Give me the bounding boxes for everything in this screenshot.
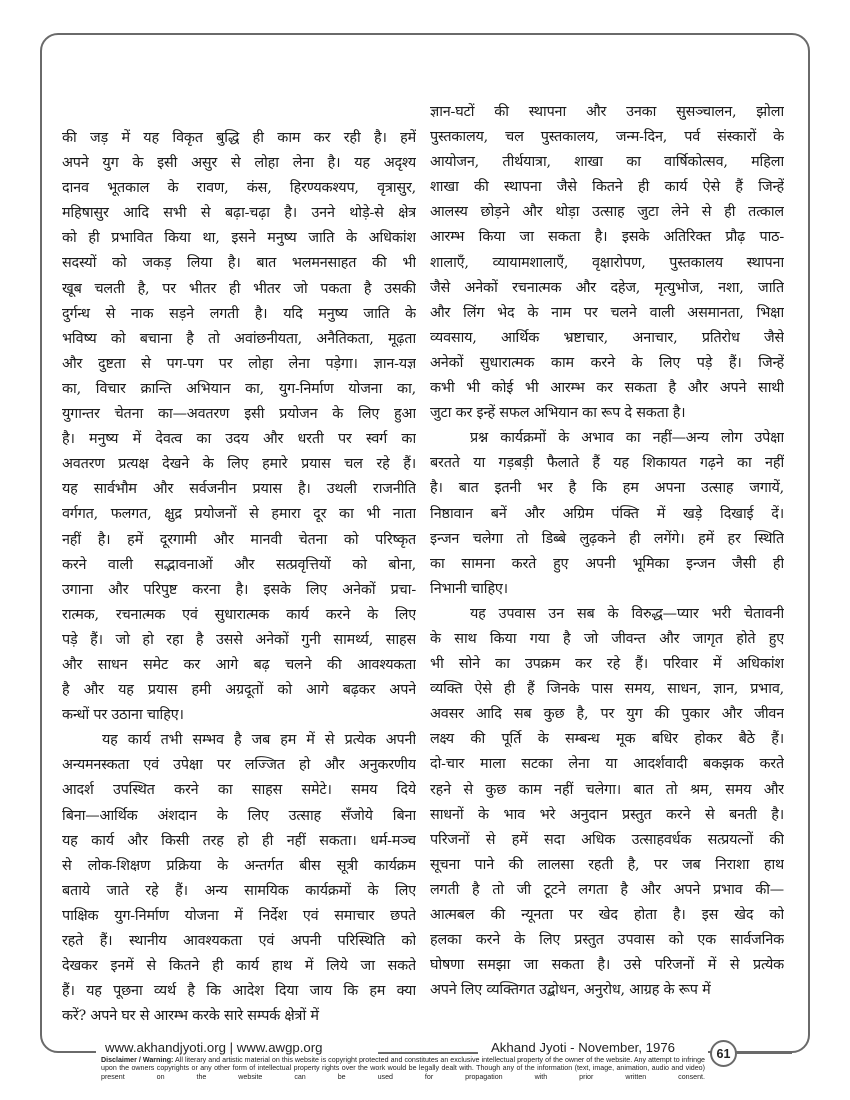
text-line: ज्ञान-घटों की स्थापना और उनका सुसञ्चालन, झोला — [430, 104, 784, 120]
text-line: है। मनुष्य में देवत्व का उदय और धरती पर स्वर्ग का — [62, 431, 416, 448]
text-line: निभानी चाहिए। — [430, 580, 508, 597]
footer-magazine-issue: Akhand Jyoti - November, 1976 — [487, 1040, 679, 1055]
text-line: अन्यमनस्कता एवं उपेक्षा पर लज्जित हो और अनुकरणीय — [62, 757, 416, 774]
text-line: दो-चार माला सटका लेना या आदर्शवादी बकझक करते — [430, 756, 784, 773]
text-line: आरम्भ किया जा सकता है। इसके अतिरिक्त प्रौढ़ पाठ- — [430, 229, 784, 246]
footer-rule-middle — [378, 1052, 478, 1054]
right-column — [430, 100, 784, 1026]
text-line: देखकर इनमें से कितने ही कार्य हाथ में लिये जा सकते — [62, 958, 416, 975]
text-line: प्रश्न कार्यक्रमों के अभाव का नहीं—अन्य लोग उपेक्षा — [470, 430, 784, 447]
text-line: बिना—आर्थिक अंशदान के लिए उत्साह सँजोये बिना — [62, 807, 416, 824]
disclaimer-text: All literary and artistic material on this website is copyright protected and constitutes an exclusive intellectual property of the owner of the website. Any attempt to infringe upon the owners copyrights or any other form of intellectual property rights over the work would be legally dealt with. Though any of the information (text, image, animation, audio and video) present on the website can be used for propagation with prior written consent. — [101, 1056, 705, 1081]
page-number-badge — [710, 1040, 737, 1067]
text-line: जुटा कर इन्हें सफल अभियान का रूप दे सकता है। — [430, 405, 686, 422]
text-line: दुर्गन्ध से नाक सड़ने लगती है। यदि मनुष्य जाति के — [62, 305, 416, 322]
footer-websites[interactable]: www.akhandjyoti.org | www.awgp.org — [101, 1040, 326, 1055]
text-line: सूचना पाने की लालसा रहती है, पर जब निराशा हाथ — [430, 856, 784, 873]
text-line: का सामना करते हुए अपनी भूमिका इन्जन जैसी ही — [430, 555, 784, 572]
left-column — [62, 126, 416, 1026]
text-line: करने वाली सद्भावनाओं और सत्प्रवृत्तियों को बोना, — [62, 556, 416, 573]
text-line: अपने युग के इसी असुर से लोहा लेना है। यह अदृश्य — [62, 155, 416, 172]
article-body — [62, 104, 784, 1026]
page-number: 61 — [716, 1046, 731, 1061]
text-line: पड़े हैं। जो हो रहा है उससे अनेकों गुनी सामर्थ्य, साहस — [62, 631, 416, 648]
text-line: लक्ष्य की पूर्ति के सम्बन्ध मूक बधिर होकर बैठे हैं। — [430, 731, 784, 748]
text-line: अवतरण प्रत्यक्ष देखने के लिए हमारे प्रयास चल रहे हैं। — [62, 456, 416, 473]
text-line: शालाएँ, व्यायामशालाएँ, वृक्षारोपण, पुस्तकालय स्थापना — [430, 254, 784, 271]
text-line: रहने से कुछ काम नहीं चलेगा। बात तो श्रम, समय और — [430, 781, 784, 798]
text-line: के साथ किया गया है जो जीवन्त और जागृत होते हुए — [430, 630, 784, 647]
text-line: सदस्यों को जकड़ लिया है। बात भलमनसाहत की भी — [62, 255, 416, 272]
text-line: है और यह प्रयास हमी अग्रदूतों को आगे बढ़कर अपने — [62, 682, 416, 699]
text-line: युगान्तर चेतना का—अवतरण इसी प्रयोजन के लिए हुआ — [62, 406, 416, 423]
text-line: भी सोने का उपक्रम कर रहे हैं। परिवार में अधिकांश — [430, 656, 784, 673]
text-line: भविष्य को बचाना है तो अवांछनीयता, अनैतिकता, मूढ़ता — [62, 330, 416, 347]
text-line: यह सार्वभौम और सर्वजनीन प्रयास है। उथली राजनीति — [62, 481, 416, 498]
text-line: अपने लिए व्यक्तिगत उद्बोधन, अनुरोध, आग्रह के रूप में — [430, 982, 711, 999]
text-line: अवसर आदि सब कुछ है, पर युग की पुकार और जीवन — [430, 706, 784, 723]
text-line: और दुष्टता से पग-पग पर लोहा लेना पड़ेगा। ज्ञान-यज्ञ — [62, 355, 416, 372]
text-line: परिजनों से हमें सदा अधिक उत्साहवर्धक सत्प्रयत्नों की — [430, 831, 784, 848]
text-line: यह उपवास उन सब के विरुद्ध—प्यार भरी चेतावनी — [470, 605, 784, 622]
text-line: व्यक्ति ऐसे ही हैं जिनके पास समय, साधन, ज्ञान, प्रभाव, — [430, 681, 784, 698]
text-line: पाक्षिक युग-निर्माण योजना में निर्देश एवं समाचार छपते — [62, 907, 416, 924]
text-line: हैं। यह पूछना व्यर्थ है कि आदेश दिया जाय कि हम क्या — [62, 983, 416, 1000]
text-line: रात्मक, रचनात्मक एवं सुधारात्मक कार्य करने के लिए — [62, 606, 416, 623]
text-line: कन्धों पर उठाना चाहिए। — [62, 707, 184, 724]
text-line: यह कार्य और किसी तरह हो ही नहीं सकता। धर्म-मञ्च — [62, 832, 416, 849]
text-line: दानव भूतकाल के रावण, कंस, हिरण्यकश्यप, वृत्रासुर, — [62, 180, 416, 197]
text-line: खूब चलती है, पर भीतर ही भीतर जो पकता है उसकी — [62, 280, 416, 297]
text-line: घोषणा समझा जा सकता है। उसे परिजनों में से प्रत्येक — [430, 957, 784, 974]
text-line: अनेकों सुधारात्मक काम करने के लिए पड़े हैं। जिन्हें — [430, 354, 784, 371]
text-line: से लोक-शिक्षण प्रक्रिया के अन्तर्गत बीस सूत्री कार्यक्रम — [62, 857, 416, 874]
text-line: आत्मबल की न्यूनता पर खेद होता है। इस खेद को — [430, 907, 784, 923]
text-line: इन्जन चलेगा तो डिब्बे लुढ़कने ही लगेंगे। हमें हर स्थिति — [430, 530, 784, 547]
text-line: कभी भी कोई भी आरम्भ कर सकता है और अपने साथी — [430, 380, 784, 397]
text-line: वर्गगत, फलगत, क्षुद्र प्रयोजनों से हमारा दूर का भी नाता — [62, 506, 416, 523]
text-line: और लिंग भेद के नाम पर चलने वाली असमानता, भिक्षा — [430, 304, 784, 321]
text-line: लगती है तो जी टूटने लगता है और अपने प्रभाव की— — [430, 881, 784, 898]
text-line: हलका करने के लिए प्रस्तुत उपवास को एक सार्वजनिक — [430, 932, 784, 949]
text-line: बताये जाते रहे हैं। अन्य सामयिक कार्यक्रमों के लिए — [62, 882, 416, 899]
text-line: पुस्तकालय, चल पुस्तकालय, जन्म-दिन, पर्व संस्कारों के — [430, 129, 784, 146]
text-line: जैसे अनेकों रचनात्मक और दहेज, मृत्युभोज, नशा, जाति — [430, 279, 784, 296]
text-line: आलस्य छोड़ने और थोड़ा उत्साह जुटा लेने से ही तत्काल — [430, 204, 784, 221]
text-line: करें? अपने घर से आरम्भ करके सारे सम्पर्क क्षेत्रों में — [62, 1008, 319, 1025]
text-line: रहते हैं। स्थानीय आवश्यकता एवं अपनी परिस्थिति को — [62, 933, 416, 949]
text-line: और साधन समेट कर आगे बढ़ चलने की आवश्यकता — [62, 656, 416, 673]
text-line: है। बात इतनी भर है कि हम अपना उत्साह जगायें, — [430, 480, 784, 497]
text-line: साधनों के भाव भरे अनुदान प्रस्तुत करने से बनती है। — [430, 806, 784, 823]
disclaimer-label: Disclaimer / Warning: — [101, 1056, 174, 1064]
footer-rule-right — [737, 1052, 792, 1054]
text-line: नहीं है। हमें दूरगामी और मानवी चेतना को परिष्कृत — [62, 531, 416, 548]
text-line: शाखा की स्थापना जैसे कितने ही कार्य ऐसे हैं जिन्हें — [430, 179, 784, 196]
text-line: व्यवसाय, आर्थिक भ्रष्टाचार, अनाचार, प्रतिरोध जैसे — [430, 329, 784, 346]
text-line: बरतते या गड़बड़ी फैलाते हैं यह शिकायत गढ़ने का नहीं — [430, 455, 784, 472]
text-line: आयोजन, तीर्थयात्रा, शाखा का वार्षिकोत्सव, महिला — [430, 154, 784, 171]
text-line: यह कार्य तभी सम्भव है जब हम में से प्रत्येक अपनी — [102, 732, 416, 749]
text-line: को ही प्रभावित किया था, इसने मनुष्य जाति के अधिकांश — [62, 230, 416, 247]
text-line: निष्ठावान बनें और अग्रिम पंक्ति में खड़े दिखाई दें। — [430, 505, 784, 522]
footer-disclaimer — [101, 1056, 705, 1081]
text-line: उगाना और परिपुष्ट करना है। इसके लिए अनेकों प्रचा- — [62, 581, 416, 598]
text-line: महिषासुर आदि सभी से बढ़ा-चढ़ा है। उनने थोड़े-से क्षेत्र — [62, 205, 416, 222]
text-line: की जड़ में यह विकृत बुद्धि ही काम कर रही है। हमें — [62, 130, 416, 146]
text-line: का, विचार क्रान्ति अभियान का, युग-निर्माण योजना का, — [62, 380, 416, 397]
text-line: आदर्श उपस्थित करने का साहस समेटे। समय दिये — [62, 782, 416, 799]
